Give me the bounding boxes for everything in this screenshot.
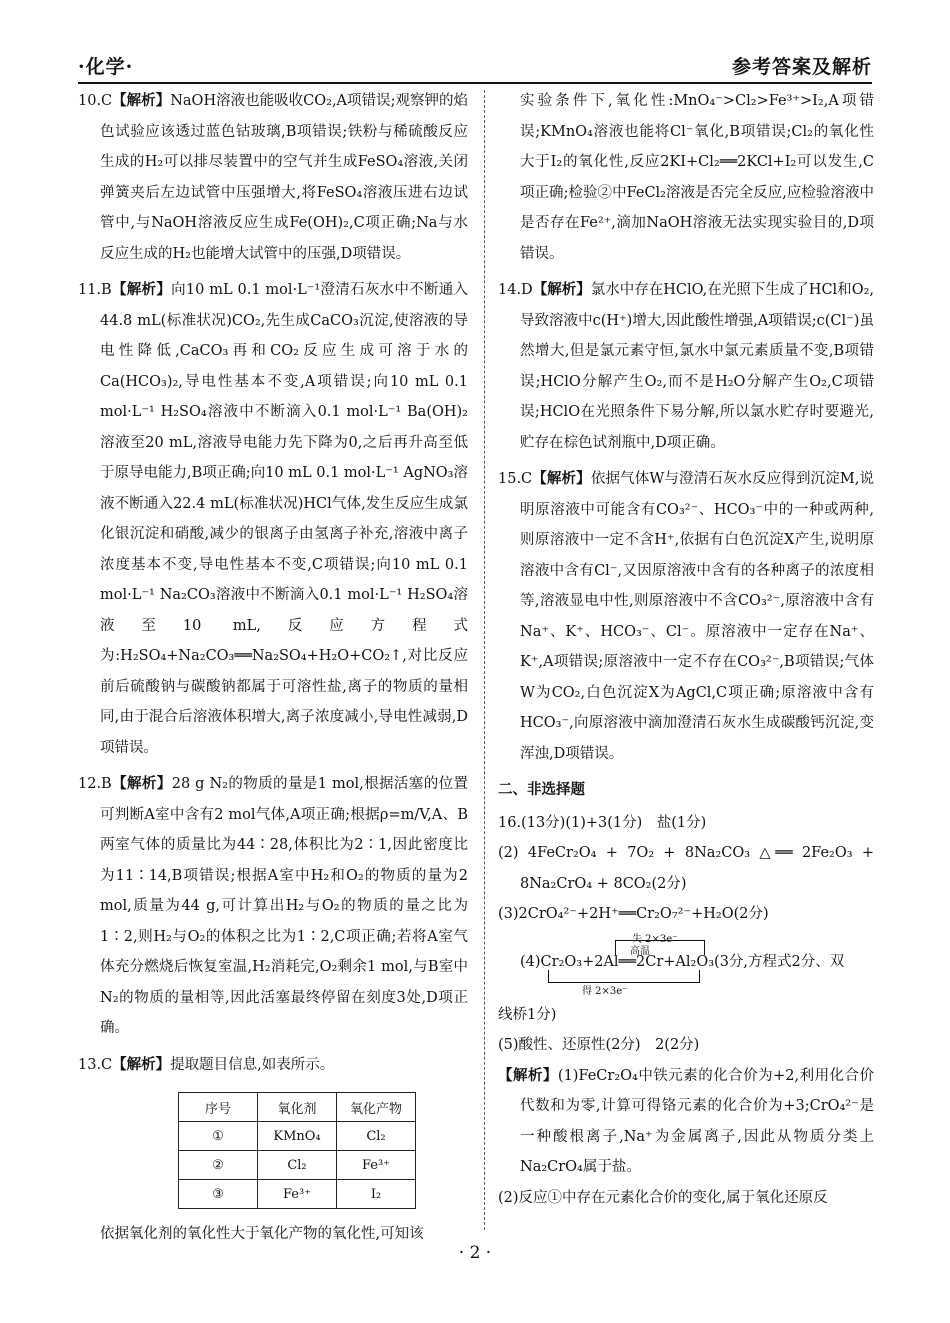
table-cell: Fe³⁺ [258,1180,337,1209]
question-12 [78,769,468,1044]
table-cell: Cl₂ [337,1122,416,1151]
right-column [498,86,874,1219]
question-number: 13.C [78,1056,113,1073]
q16-answer-4b: 线桥1分) [498,1006,557,1023]
oxidant-table [178,1092,416,1209]
question-text: 氯水中存在HClO,在光照下生成了HCl和O₂,导致溶液中c(H⁺)增大,因此酸性增强,A项错误;c(Cl⁻)虽然增大,但是氯元素守恒,氯水中氯元素质量不变,B项错误;HClO分解产生O₂,而不是H₂O分解产生O₂,C项错误;HClO在光照条件下易分解,所以氯水贮存时要避光,贮存在棕色试剂瓶中,D项正确。 [520,282,874,451]
question-number: 15.C [498,471,533,487]
question-text: 提取题目信息,如表所示。 [170,1056,335,1073]
question-number: 12.B [78,776,112,792]
table-header-row [179,1093,416,1122]
q16-answer-3: (3)2CrO₄²⁻+2H⁺══Cr₂O₇²⁻+H₂O(2分) [498,906,769,922]
table-header: 氧化产物 [337,1093,416,1122]
question-10 [78,86,468,269]
question-13-continued: 依据氧化剂的氧化性大于氧化产物的氧化性,可知该 [100,1226,424,1242]
electron-loss-label: 失 2×3e⁻ [632,933,678,945]
double-bridge-diagram [520,930,874,1000]
question-13 [78,1050,468,1081]
question-text: 依据气体W与澄清石灰水反应得到沉淀M,说明原溶液中可能含有CO₃²⁻、HCO₃⁻中的一种或两种,则原溶液中一定不含H⁺,依据有白色沉淀X产生,说明原溶液中含有Cl⁻,又因原溶液中含有的各种离子的浓度相等,溶液显电中性,则原溶液中不含CO₃²⁻,原溶液中含有Na⁺、K⁺、HCO₃⁻、Cl⁻。原溶液中一定存在Na⁺、K⁺,A项错误;原溶液中一定不存在CO₃²⁻,B项错误;气体W为CO₂,白色沉淀X为AgCl,C项正确;原溶液中含有HCO₃⁻,向原溶液中滴加澄清石灰水生成碳酸钙沉淀,变浑浊,D项错误。 [520,471,875,762]
table-cell: Fe³⁺ [337,1151,416,1180]
table-row [179,1180,416,1209]
question-number: 14.D [498,282,533,298]
table-header: 序号 [179,1093,258,1122]
left-column [78,86,468,1250]
thermite-equation: (4)Cr₂O₃+2Al══2Cr+Al₂O₃(3分,方程式2分、双 [520,953,845,970]
table-header: 氧化剂 [258,1093,337,1122]
table-cell: I₂ [337,1180,416,1209]
q16-analysis-2: (2)反应①中存在元素化合价的变化,属于氧化还原反 [498,1189,828,1206]
analysis-tag: 【解析】 [532,470,591,487]
section-title: 二、非选择题 [498,781,585,798]
question-13-continued-right: 实验条件下,氧化性:MnO₄⁻>Cl₂>Fe³⁺>I₂,A项错误;KMnO₄溶液也能将Cl⁻氧化,B项错误;Cl₂的氧化性大于I₂的氧化性,反应2KI+Cl₂══2KCl+I₂可以发生,C项正确;检验②中FeCl₂溶液是否完全反应,应检验溶液中是否存在Fe²⁺,滴加NaOH溶液无法实现实验目的,D项错误。 [520,93,874,262]
electron-gain-label: 得 2×3e⁻ [582,985,628,997]
header-subject: ·化学· [78,56,134,78]
q16-answer-1: 16.(13分)(1)+3(1分) 盐(1分) [498,814,707,831]
table-cell: ① [179,1122,258,1151]
analysis-tag: 【解析】 [532,281,591,298]
question-text: NaOH溶液也能吸收CO₂,A项错误;观察钾的焰色试验应该透过蓝色钴玻璃,B项错误;铁粉与稀硫酸反应生成的H₂可以排尽装置中的空气并生成FeSO₄溶液,关闭弹簧夹后左边试管中压强增大,将FeSO₄溶液压进右边试管中,与NaOH溶液反应生成Fe(OH)₂,C项正确;Na与水反应生成的H₂也能增大试管中的压强,D项错误。 [100,93,469,262]
header-section-title: 参考答案及解析 [731,56,872,78]
q16-answer-2: (2) 4FeCr₂O₄ + 7O₂ + 8Na₂CO₃ △══ 2Fe₂O₃ + 8Na₂CrO₄ + 8CO₂(2分) [498,845,874,892]
question-11 [78,275,468,763]
table-row [179,1151,416,1180]
header-rule [78,82,872,84]
table-cell: ② [179,1151,258,1180]
question-number: 11.B [78,282,112,298]
column-divider [484,90,485,1230]
question-15 [498,464,874,769]
analysis-tag: 【解析】 [112,1055,171,1073]
q16-analysis-1: (1)FeCr₂O₄中铁元素的化合价为+2,利用化合价代数和为零,计算可得铬元素的化合价为+3;CrO₄²⁻是一种酸根离子,Na⁺为金属离子,因此从物质分类上Na₂CrO₄属于盐。 [520,1067,874,1175]
question-14 [498,275,874,458]
question-number: 10.C [78,93,113,109]
question-16 [498,808,874,1214]
table-cell: KMnO₄ [258,1122,337,1151]
table-cell: ③ [179,1180,258,1209]
question-text: 28 g N₂的物质的量是1 mol,根据活塞的位置可判断A室中含有2 mol气体,A项正确;根据ρ=m/V,A、B两室气体的质量比为44∶28,体积比为2∶1,因此密度比为11∶14,B项错误;根据A室中H₂和O₂的物质的量为2 mol,质量为44 g,可计算出H₂与O₂的物质的量之比为1∶2,则H₂与O₂的体积之比为1∶2,C项正确;若将A室气体充分燃烧后恢复室温,H₂消耗完,O₂剩余1 mol,与B室中N₂的物质的量相等,因此活塞最终停留在刻度3处,D项正确。 [100,776,469,1036]
analysis-tag: 【解析】 [111,281,172,298]
page-number: · 2 · [458,1243,492,1263]
reaction-condition: 高温 [630,945,650,957]
table-cell: Cl₂ [258,1151,337,1180]
analysis-tag: 【解析】 [111,775,172,792]
analysis-tag: 【解析】 [112,92,171,109]
table-row [179,1122,416,1151]
question-text: 向10 mL 0.1 mol·L⁻¹澄清石灰水中不断通入44.8 mL(标准状况)CO₂,先生成CaCO₃沉淀,使溶液的导电性降低,CaCO₃再和CO₂反应生成可溶于水的Ca(HCO₃)₂,导电性基本不变,A项错误;向10 mL 0.1 mol·L⁻¹ H₂SO₄溶液中不断滴入0.1 mol·L⁻¹ Ba(OH)₂溶液至20 mL,溶液导电能力先下降为0,之后再升高至低于原导电能力,B项正确;向10 mL 0.1 mol·L⁻¹ AgNO₃溶液不断通入22.4 mL(标准状况)HCl气体,发生反应生成氯化银沉淀和硝酸,减少的银离子由氢离子补充,溶液中离子浓度基本不变,导电性基本不变,C项错误;向10 mL 0.1 mol·L⁻¹ Na₂CO₃溶液中不断滴入0.1 mol·L⁻¹ H₂SO₄溶液至10 mL,反应方程式为:H₂SO₄+Na₂CO₃══Na₂SO₄+H₂O+CO₂↑,对比反应前后硫酸钠与碳酸钠都属于可溶性盐,离子的物质的量相同,由于混合后溶液体积增大,离子浓度减小,导电性减弱,D项错误。 [100,282,469,756]
analysis-tag: 【解析】 [498,1066,558,1084]
q16-answer-5: (5)酸性、还原性(2分) 2(2分) [498,1037,700,1053]
